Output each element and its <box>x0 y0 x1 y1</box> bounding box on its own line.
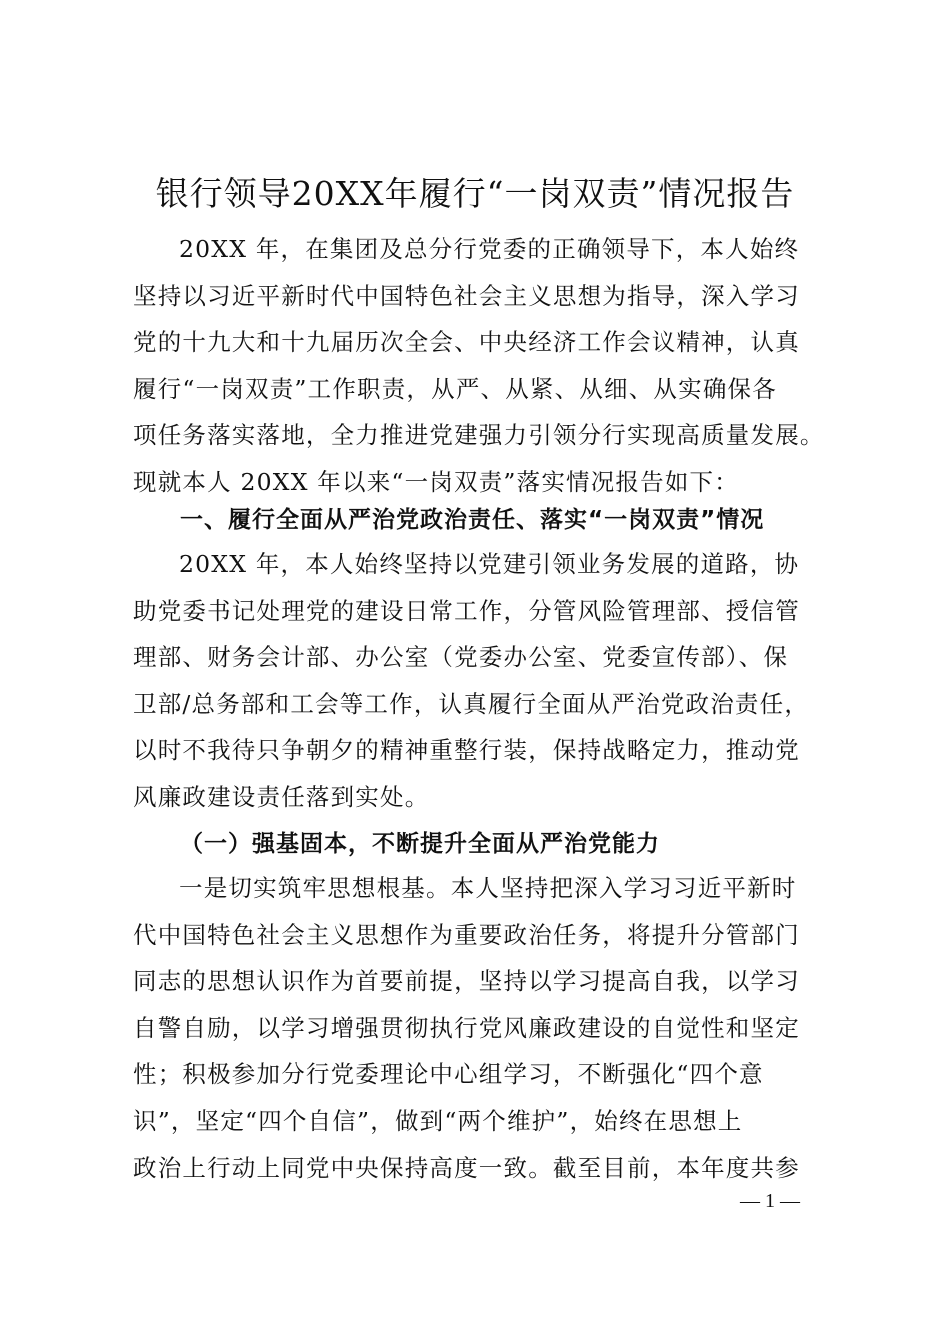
text-line: 卫部/总务部和工会等工作，认真履行全面从严治党政治责任， <box>133 689 810 718</box>
text-line: 以时不我待只争朝夕的精神重整行装，保持战略定力，推动党 <box>133 736 800 765</box>
section1-paragraph <box>133 541 823 821</box>
text-line: 代中国特色社会主义思想作为重要政治任务，将提升分管部门 <box>133 920 800 949</box>
text-line: 同志的思想认识作为首要前提，坚持以学习提高自我，以学习 <box>133 967 800 996</box>
text-line: 20XX 年，在集团及总分行党委的正确领导下，本人始终 <box>179 235 800 263</box>
text-line: 理部、财务会计部、办公室（党委办公室、党委宣传部）、保 <box>133 643 789 672</box>
text-line: 识”，坚定“四个自信”，做到“两个维护”，始终在思想上 <box>133 1106 743 1135</box>
text-line: 党的十九大和十九届历次全会、中央经济工作会议精神，认真 <box>133 328 800 357</box>
subsection1-paragraph <box>133 865 823 1191</box>
text-line: 助党委书记处理党的建设日常工作，分管风险管理部、授信管 <box>133 596 800 625</box>
text-line: 项任务落实落地，全力推进党建强力引领分行实现高质量发展。 <box>133 421 825 450</box>
text-line: 20XX 年，本人始终坚持以党建引领业务发展的道路，协 <box>179 550 800 578</box>
subsection-heading-1: （一）强基固本，不断提升全面从严治党能力 <box>180 830 660 857</box>
text-line: 政治上行动上同党中央保持高度一致。截至目前，本年度共参 <box>133 1153 800 1182</box>
text-line: 履行“一岗双责”工作职责，从严、从紧、从细、从实确保各 <box>133 374 777 403</box>
intro-paragraph <box>133 226 823 506</box>
text-line: 现就本人 20XX 年以来“一岗双责”落实情况报告如下： <box>133 467 739 496</box>
text-line: 坚持以习近平新时代中国特色社会主义思想为指导，深入学习 <box>133 281 800 310</box>
text-line: 性；积极参加分行党委理论中心组学习，不断强化“四个意 <box>133 1060 764 1089</box>
document-title: 银行领导20XX年履行“一岗双责”情况报告 <box>155 174 795 213</box>
page-number: — 1 — <box>740 1190 800 1212</box>
section-heading-1: 一、履行全面从严治党政治责任、落实“一岗双责”情况 <box>180 507 765 533</box>
text-line: 一是切实筑牢思想根基。本人坚持把深入学习习近平新时 <box>179 874 797 902</box>
text-line: 风廉政建设责任落到实处。 <box>133 782 430 811</box>
text-line: 自警自励，以学习增强贯彻执行党风廉政建设的自觉性和坚定 <box>133 1013 800 1042</box>
